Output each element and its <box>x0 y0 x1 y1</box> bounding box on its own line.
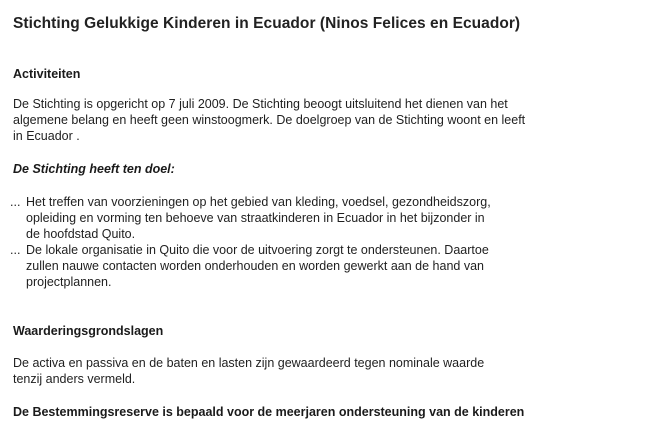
reserve-statement: De Bestemmingsreserve is bepaald voor de meerjaren ondersteuning van de kinderen <box>13 405 525 419</box>
activities-heading: Activiteiten <box>13 67 81 81</box>
document-title: Stichting Gelukkige Kinderen in Ecuador (Ninos Felices en Ecuador) <box>13 15 521 32</box>
valuation-line-1: De activa en passiva en de baten en lasten zijn gewaardeerd tegen nominale waarde <box>13 356 485 370</box>
bullet-marker: ... <box>10 195 21 209</box>
activities-line-2: algemene belang en heeft geen winstoogmerk. De doelgroep van de Stichting woont en leeft <box>13 113 526 127</box>
purpose-item-1-line-2: opleiding en vorming ten behoeve van straatkinderen in Ecuador in het bijzonder in <box>26 211 485 225</box>
bullet-marker: ... <box>10 243 21 257</box>
valuation-line-2: tenzij anders vermeld. <box>13 372 136 386</box>
purpose-heading: De Stichting heeft ten doel: <box>13 162 175 176</box>
activities-line-1: De Stichting is opgericht op 7 juli 2009. De Stichting beoogt uitsluitend het dienen van het <box>13 97 508 111</box>
purpose-item-2-line-3: projectplannen. <box>26 275 112 289</box>
purpose-item-1-line-3: de hoofdstad Quito. <box>26 227 136 241</box>
valuation-heading: Waarderingsgrondslagen <box>13 324 164 338</box>
purpose-item-1-line-1: Het treffen van voorzieningen op het gebied van kleding, voedsel, gezondheidszorg, <box>26 195 491 209</box>
purpose-item-2-line-2: zullen nauwe contacten worden onderhouden en worden gewerkt aan de hand van <box>26 259 484 273</box>
purpose-item-2-line-1: De lokale organisatie in Quito die voor de uitvoering zorgt te ondersteunen. Daartoe <box>26 243 489 257</box>
activities-line-3: in Ecuador . <box>13 129 80 143</box>
